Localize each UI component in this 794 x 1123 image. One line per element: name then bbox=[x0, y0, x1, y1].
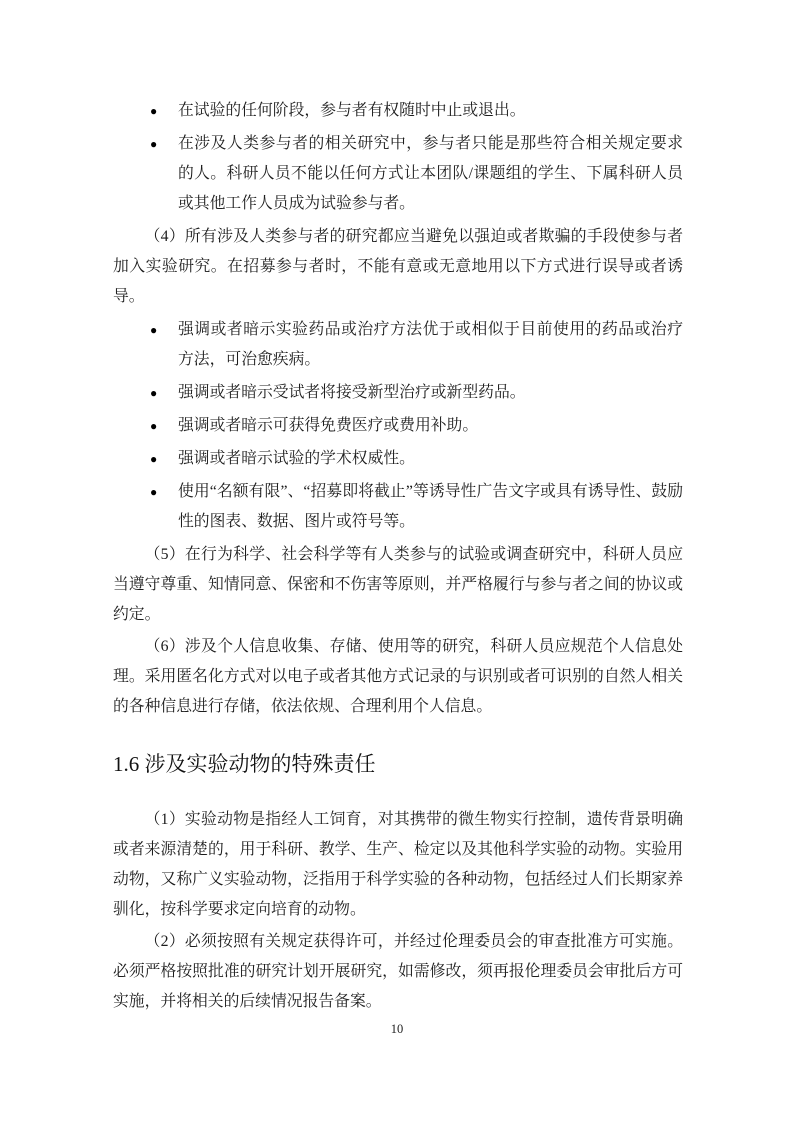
paragraph-animal-1: （1）实验动物是指经人工饲育，对其携带的微生物实行控制，遗传背景明确或者来源清楚的，用于科研、教学、生产、检定以及其他科学实验的动物。实验用动物，又称广义实验动物，泛指用于科学实验的各种动物，包括经过人们长期家养驯化，按科学要求定向培育的动物。 bbox=[113, 811, 683, 918]
bullet-icon: ● bbox=[150, 104, 158, 118]
page-number: 10 bbox=[390, 1022, 404, 1036]
bullet-icon: ● bbox=[150, 386, 158, 400]
list-item-text: 强调或者暗示受试者将接受新型治疗或新型药品。 bbox=[178, 384, 526, 401]
list-item bbox=[113, 411, 683, 441]
list-item bbox=[113, 378, 683, 408]
bullet-icon: ● bbox=[150, 452, 158, 466]
section-heading-1-6: 1.6 涉及实验动物的特殊责任 bbox=[113, 752, 376, 776]
list-item bbox=[113, 444, 683, 474]
list-item-text: 使用“名额有限”、“招募即将截止”等诱导性广告文字或具有诱导性、鼓励性的图表、数据、图片或符号等。 bbox=[178, 483, 683, 530]
paragraph-6: （6）涉及个人信息收集、存储、使用等的研究，科研人员应规范个人信息处理。采用匿名化方式对以电子或者其他方式记录的与识别或者可识别的自然人相关的各种信息进行存储，依法依规、合理利用个人信息。 bbox=[113, 638, 683, 715]
paragraph-4: （4）所有涉及人类参与者的研究都应当避免以强迫或者欺骗的手段使参与者加入实验研究。在招募参与者时，不能有意或无意地用以下方式进行误导或者诱导。 bbox=[113, 228, 683, 305]
bullet-icon: ● bbox=[150, 485, 158, 499]
list-item-text: 强调或者暗示试验的学术权威性。 bbox=[178, 450, 415, 467]
list-item-text: 强调或者暗示可获得免费医疗或费用补助。 bbox=[178, 417, 479, 434]
bullet-list-participant-rights bbox=[113, 96, 683, 219]
list-item bbox=[113, 129, 683, 219]
paragraph-5: （5）在行为科学、社会科学等有人类参与的试验或调查研究中，科研人员应当遵守尊重、知情同意、保密和不伤害等原则，并严格履行与参与者之间的协议或约定。 bbox=[113, 546, 683, 623]
bullet-icon: ● bbox=[150, 137, 158, 151]
list-item bbox=[113, 96, 683, 126]
list-item-text: 在涉及人类参与者的相关研究中，参与者只能是那些符合相关规定要求的人。科研人员不能以任何方式让本团队/课题组的学生、下属科研人员或其他工作人员成为试验参与者。 bbox=[178, 135, 683, 212]
bullet-list-recruitment-misleading bbox=[113, 315, 683, 537]
list-item bbox=[113, 477, 683, 537]
bullet-icon: ● bbox=[150, 419, 158, 433]
document-body bbox=[113, 93, 683, 1019]
list-item-text: 在试验的任何阶段，参与者有权随时中止或退出。 bbox=[178, 102, 526, 119]
bullet-icon: ● bbox=[150, 323, 158, 337]
paragraph-animal-2: （2）必须按照有关规定获得许可，并经过伦理委员会的审查批准方可实施。必须严格按照批准的研究计划开展研究，如需修改，须再报伦理委员会审批后方可实施，并将相关的后续情况报告备案。 bbox=[113, 933, 683, 1010]
list-item bbox=[113, 315, 683, 375]
list-item-text: 强调或者暗示实验药品或治疗方法优于或相似于目前使用的药品或治疗方法，可治愈疾病。 bbox=[178, 321, 683, 368]
